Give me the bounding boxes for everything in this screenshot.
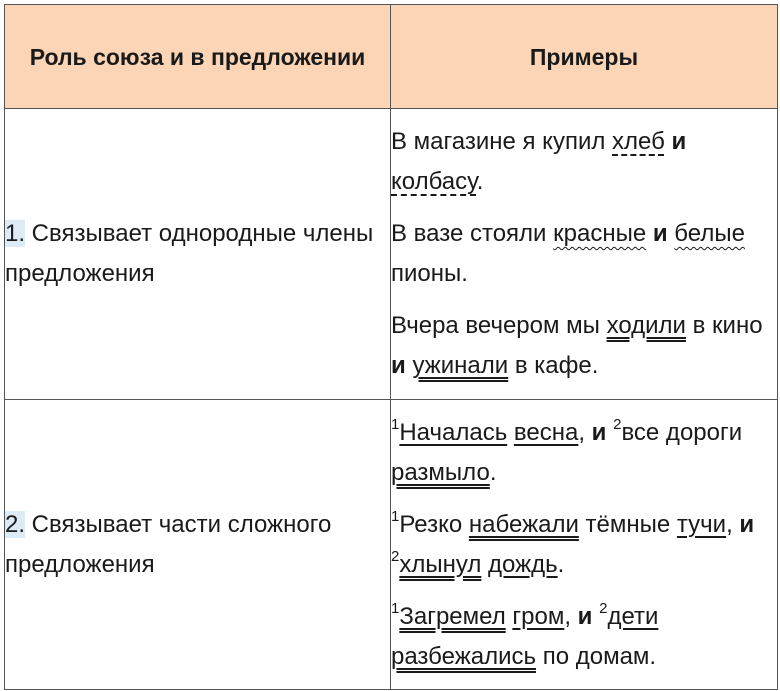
grammar-table	[4, 4, 778, 690]
text-fragment: в кино	[685, 312, 763, 339]
clause-number: 1	[391, 599, 400, 617]
clause-number: 1	[391, 415, 400, 433]
example-sentence	[391, 505, 777, 585]
text-fragment: В магазине я купил	[391, 128, 613, 155]
predicate-word: хлынул	[399, 550, 482, 578]
text-fragment: В вазе стояли	[391, 220, 554, 247]
role-number: 1.	[5, 220, 26, 247]
example-sentence	[391, 597, 777, 677]
object-word: колбасу	[391, 168, 477, 195]
conjunction: и	[671, 128, 687, 155]
role-text: Связывает однородные члены предложения	[5, 220, 374, 287]
predicate-word: ужинали	[412, 352, 509, 379]
conjunction: и	[652, 220, 668, 247]
text-fragment: тёмные	[578, 510, 677, 538]
subject-word: гром	[512, 602, 565, 630]
example-sentence	[391, 306, 777, 386]
header-examples: Примеры	[391, 5, 778, 109]
examples-cell	[391, 400, 778, 690]
predicate-word: разбежались	[391, 642, 537, 670]
subject-word: тучи	[676, 510, 727, 538]
attribute-word: белые	[674, 220, 745, 247]
conjunction: и	[577, 602, 593, 630]
clause-number: 2	[391, 547, 400, 565]
role-number: 2.	[5, 510, 26, 538]
conjunction: и	[591, 418, 607, 446]
predicate-word: набежали	[468, 510, 579, 538]
text-fragment	[507, 419, 514, 446]
text-fragment: ,	[564, 602, 578, 630]
predicate-word: Загремел	[399, 602, 506, 630]
object-word: хлеб	[612, 128, 665, 155]
predicate-word: размыло	[391, 458, 490, 486]
table-row	[5, 109, 778, 400]
subject-word: Началась	[399, 418, 508, 446]
conjunction: и	[739, 510, 755, 538]
attribute-word: красные	[553, 220, 647, 247]
text-fragment: .	[557, 550, 565, 578]
text-fragment: Вчера вечером мы	[391, 312, 607, 339]
text-fragment	[481, 551, 488, 578]
text-fragment: ,	[726, 510, 740, 538]
clause-number: 1	[391, 507, 400, 525]
text-fragment: .	[476, 168, 484, 195]
subject-word: дети	[607, 602, 659, 630]
text-fragment	[646, 220, 653, 247]
text-fragment: ,	[578, 418, 592, 446]
text-fragment: в кафе.	[508, 352, 599, 379]
table-row	[5, 400, 778, 690]
role-cell	[5, 400, 391, 690]
header-role: Роль союза и в предложении	[5, 5, 391, 109]
role-text: Связывает части сложного предложения	[5, 510, 332, 578]
example-sentence	[391, 413, 777, 493]
text-fragment: все дороги	[621, 418, 743, 446]
subject-word: весна	[513, 418, 579, 446]
conjunction: и	[391, 352, 406, 379]
text-fragment: Резко	[399, 510, 469, 538]
header-row	[5, 5, 778, 109]
subject-word: дождь	[488, 550, 558, 578]
example-sentence	[391, 214, 777, 294]
example-sentence	[391, 122, 777, 202]
predicate-word: ходили	[606, 312, 686, 339]
text-fragment: .	[489, 458, 497, 486]
text-fragment: пионы.	[391, 260, 468, 287]
examples-cell	[391, 109, 778, 400]
text-fragment: по домам.	[536, 642, 657, 670]
text-fragment	[665, 128, 672, 155]
clause-number: 2	[613, 415, 622, 433]
clause-number: 2	[599, 599, 608, 617]
role-cell	[5, 109, 391, 400]
